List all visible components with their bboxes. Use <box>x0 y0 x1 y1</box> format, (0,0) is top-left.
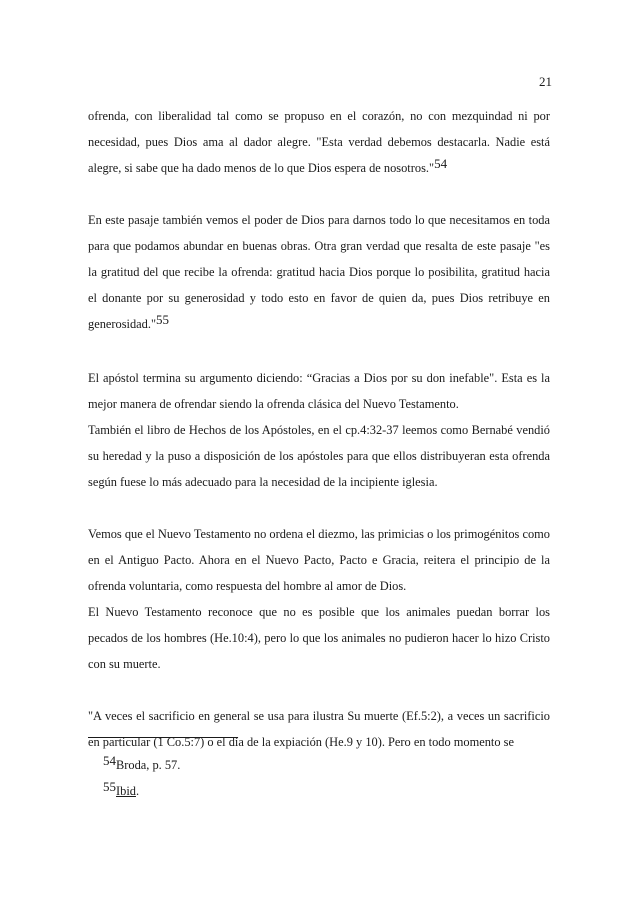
footnote-divider <box>88 737 238 738</box>
footnote-number: 55 <box>103 779 116 794</box>
paragraph: "A veces el sacrificio en general se usa para ilustra Su muerte (Ef.5:2), a veces un sacrificio en particular (1 Co.5:7) o el día de la expiación (He.9 y 10). Pero en todo momento se <box>88 709 550 749</box>
paragraph: También el libro de Hechos de los Apóstoles, en el cp.4:32-37 leemos como Bernabé vendió su heredad y la puso a disposición de los apóstoles para que ellos distribuyeran esta ofrenda según fuese lo más adecuado para la necesidad de la incipiente iglesia. <box>88 423 550 489</box>
footnote-ref[interactable]: 55 <box>156 312 170 327</box>
paragraph: El apóstol termina su argumento diciendo: “Gracias a Dios por su don inefable". Esta es la mejor manera de ofrendar siendo la ofrenda clásica del Nuevo Testamento. <box>88 371 550 411</box>
footnote-text: Ibid <box>116 784 136 798</box>
paragraph: El Nuevo Testamento reconoce que no es posible que los animales puedan borrar los pecados de los hombres (He.10:4), pero lo que los animales no pudieron hacer lo hizo Cristo con su muerte. <box>88 605 550 671</box>
footnote-item <box>103 778 180 804</box>
paragraph: En este pasaje también vemos el poder de Dios para darnos todo lo que necesitamos en toda para que podamos abundar en buenas obras. Otra gran verdad que resalta de este pasaje "es la gratitud del que recibe la ofrenda: gratitud hacia Dios porque lo posibilita, gratitud hacia el donante por su generosidad y todo esto en favor de quien da, pues Dios retribuye en generosidad."55 <box>88 213 550 331</box>
paragraph: Vemos que el Nuevo Testamento no ordena el diezmo, las primicias o los primogénitos como en el Antiguo Pacto. Ahora en el Nuevo Pacto, Pacto e Gracia, reitera el principio de la ofrenda voluntaria, como respuesta del hombre al amor de Dios. <box>88 527 550 593</box>
paragraph: ofrenda, con liberalidad tal como se propuso en el corazón, no con mezquindad ni por necesidad, pues Dios ama al dador alegre. "Esta verdad debemos destacarla. Nadie está alegre, si sabe que ha dado menos de lo que Dios espera de nosotros."54 <box>88 109 550 175</box>
footnote-text: Broda, p. 57. <box>116 758 181 772</box>
footnote-number: 54 <box>103 753 116 768</box>
footnote-suffix: . <box>135 784 140 798</box>
footnotes <box>103 752 180 804</box>
body-text <box>88 103 550 755</box>
footnote-item <box>103 752 180 778</box>
page-number: 21 <box>539 74 552 89</box>
footnote-ref[interactable]: 54 <box>434 156 448 171</box>
